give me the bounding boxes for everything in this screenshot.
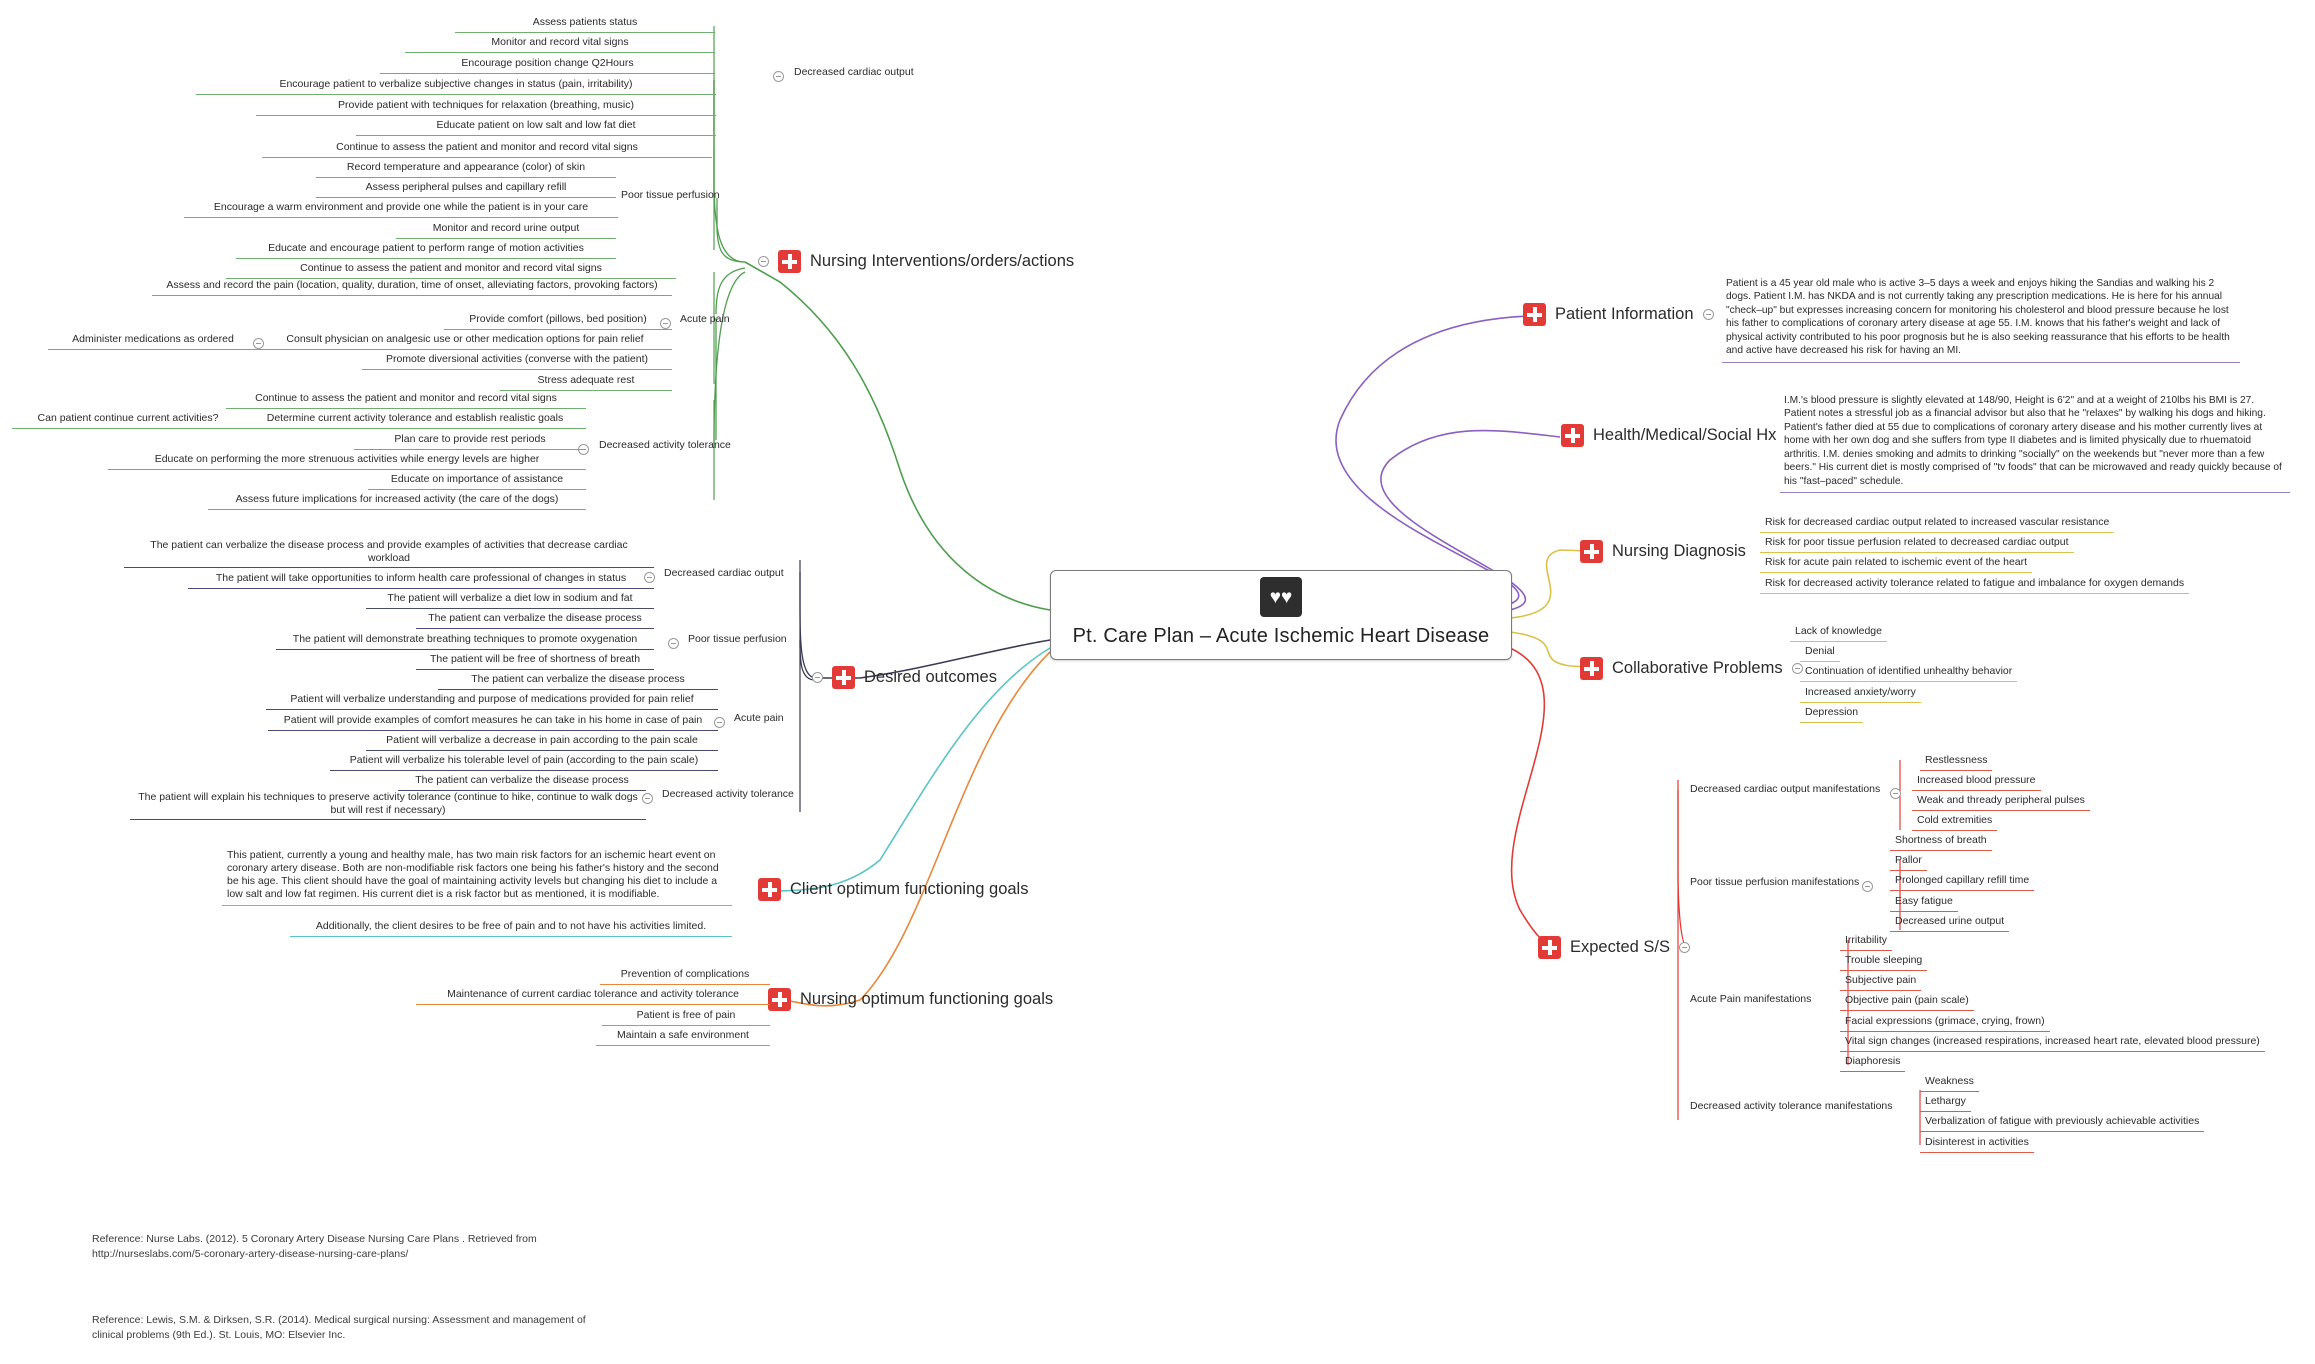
medical-cross-icon <box>758 878 781 901</box>
list-item: Risk for decreased activity tolerance related to fatigue and imbalance for oxygen demands <box>1760 575 2189 594</box>
intervention-group-label: Acute pain <box>680 313 730 325</box>
list-item: Weak and thready peripheral pulses <box>1912 792 2090 811</box>
list-item: Risk for acute pain related to ischemic event of the heart <box>1760 554 2032 573</box>
list-item: Educate and encourage patient to perform range of motion activities <box>236 240 616 259</box>
branch-collaborative-problems[interactable] <box>1580 657 1803 680</box>
branch-label: Desired outcomes <box>864 668 997 686</box>
branch-health-hx[interactable] <box>1561 424 1776 447</box>
list-item: The patient will verbalize a diet low in sodium and fat <box>366 590 654 609</box>
intervention-group-label: Poor tissue perfusion <box>621 189 720 201</box>
list-item: Assess future implications for increased activity (the care of the dogs) <box>208 491 586 510</box>
collapse-toggle-icon[interactable] <box>253 338 264 349</box>
reference-2: Reference: Lewis, S.M. & Dirksen, S.R. (2014). Medical surgical nursing: Assessment and management of clinical problems (9th Ed.). St. Louis, MO: Elsevier Inc. <box>92 1314 586 1342</box>
list-item: Maintain a safe environment <box>596 1027 770 1046</box>
outcome-group-label: Acute pain <box>734 712 784 724</box>
branch-label: Client optimum functioning goals <box>790 880 1029 898</box>
outcome-group-label: Decreased activity tolerance <box>662 788 794 800</box>
medical-cross-icon <box>1523 303 1546 326</box>
branch-label: Nursing Diagnosis <box>1612 542 1746 560</box>
intervention-group-label: Decreased cardiac output <box>794 66 914 78</box>
branch-nursing-optimum[interactable] <box>768 988 1053 1011</box>
branch-nursing-diagnosis[interactable] <box>1580 540 1746 563</box>
list-item: Prolonged capillary refill time <box>1890 872 2034 891</box>
list-item: Encourage patient to verbalize subjective changes in status (pain, irritability) <box>196 76 716 95</box>
list-item: Continue to assess the patient and monitor and record vital signs <box>262 139 712 158</box>
list-item: Continue to assess the patient and monitor and record vital signs <box>226 390 586 409</box>
list-item: Educate patient on low salt and low fat diet <box>356 117 716 136</box>
list-item: Risk for poor tissue perfusion related to decreased cardiac output <box>1760 534 2074 553</box>
medical-cross-icon <box>1580 657 1603 680</box>
list-item: Assess patients status <box>455 14 715 33</box>
ss-group-label: Decreased cardiac output manifestations <box>1690 783 1881 795</box>
list-item: Shortness of breath <box>1890 832 1992 851</box>
ss-group-label: Decreased activity tolerance manifestations <box>1690 1100 1893 1112</box>
medical-cross-icon <box>1561 424 1584 447</box>
list-item: Administer medications as ordered <box>48 331 258 350</box>
branch-label: Expected S/S <box>1570 938 1670 956</box>
list-item: Patient will verbalize his tolerable level of pain (according to the pain scale) <box>330 752 718 771</box>
heart-logo-icon: ♥♥ <box>1260 577 1302 617</box>
list-item: The patient will demonstrate breathing techniques to promote oxygenation <box>276 631 654 650</box>
list-item: Assess peripheral pulses and capillary refill <box>316 179 616 198</box>
list-item: Restlessness <box>1920 752 1992 771</box>
branch-nursing-interventions[interactable] <box>758 250 1074 273</box>
list-item: Monitor and record vital signs <box>405 34 715 53</box>
outcome-group-label: Decreased cardiac output <box>664 567 784 579</box>
client-optimum-paragraph: This patient, currently a young and healthy male, has two main risk factors for an ischemic heart event on coronary artery disease. Both are non-modifiable risk factors one being his father's history and the second be his age. This client should have the goal of maintaining activity levels but changing his diet to include a low salt and low fat regimen. His current diet is a risk factor but as mentioned, it is modifiable. <box>222 847 732 906</box>
list-item: Encourage a warm environment and provide one while the patient is in your care <box>184 199 618 218</box>
list-item: Patient will verbalize understanding and purpose of medications provided for pain relief <box>266 691 718 710</box>
list-item: Trouble sleeping <box>1840 952 1927 971</box>
collapse-toggle-icon[interactable] <box>1862 881 1873 892</box>
list-item: Diaphoresis <box>1840 1053 1905 1072</box>
collapse-toggle-icon[interactable] <box>773 71 784 82</box>
list-item: The patient will be free of shortness of breath <box>416 651 654 670</box>
intervention-group-label: Decreased activity tolerance <box>599 439 731 451</box>
reference-1: Reference: Nurse Labs. (2012). 5 Coronary Artery Disease Nursing Care Plans . Retrieved from http://nurseslabs.com/5-coronary-artery-disease-nursing-care-plans/ <box>92 1233 537 1261</box>
list-item: Continuation of identified unhealthy behavior <box>1800 663 2017 682</box>
list-item: Educate on importance of assistance <box>368 471 586 490</box>
branch-label: Nursing optimum functioning goals <box>800 990 1054 1008</box>
list-item: Promote diversional activities (converse with the patient) <box>362 351 672 370</box>
branch-desired-outcomes[interactable] <box>812 666 997 689</box>
list-item: Easy fatigue <box>1890 893 1958 912</box>
list-item: Continue to assess the patient and monitor and record vital signs <box>226 260 676 279</box>
collapse-toggle-icon[interactable] <box>758 256 769 267</box>
page-title: Pt. Care Plan – Acute Ischemic Heart Disease <box>1072 625 1490 647</box>
list-item: Facial expressions (grimace, crying, frown) <box>1840 1013 2050 1032</box>
list-item: The patient can verbalize the disease process <box>438 671 718 690</box>
list-item: Disinterest in activities <box>1920 1134 2034 1153</box>
list-item: Monitor and record urine output <box>396 220 616 239</box>
list-item: Provide patient with techniques for relaxation (breathing, music) <box>256 97 716 116</box>
list-item: Prevention of complications <box>600 966 770 985</box>
list-item: The patient will take opportunities to inform health care professional of changes in status <box>188 570 654 589</box>
collapse-toggle-icon[interactable] <box>1890 788 1901 799</box>
list-item: Verbalization of fatigue with previously achievable activities <box>1920 1113 2204 1132</box>
ss-group-label: Acute Pain manifestations <box>1690 993 1812 1005</box>
list-item: Pallor <box>1890 852 1927 871</box>
list-item: Increased anxiety/worry <box>1800 684 1921 703</box>
list-item: Educate on performing the more strenuous activities while energy levels are higher <box>108 451 586 470</box>
list-item: Can patient continue current activities? <box>12 410 244 429</box>
list-item: Lack of knowledge <box>1790 623 1887 642</box>
central-node[interactable] <box>1050 570 1512 660</box>
branch-label: Collaborative Problems <box>1612 659 1783 677</box>
medical-cross-icon <box>832 666 855 689</box>
list-item: The patient can verbalize the disease process and provide examples of activities that decrease cardiac workload <box>124 537 654 568</box>
list-item: Irritability <box>1840 932 1892 951</box>
list-item: Maintenance of current cardiac tolerance and activity tolerance <box>416 986 770 1005</box>
list-item: Assess and record the pain (location, quality, duration, time of onset, alleviating factors, provoking factors) <box>152 277 672 296</box>
list-item: The patient can verbalize the disease process <box>416 610 654 629</box>
list-item: The patient can verbalize the disease process <box>398 772 646 791</box>
branch-expected-ss[interactable] <box>1538 936 1690 959</box>
branch-label: Health/Medical/Social Hx <box>1593 426 1777 444</box>
list-item: Cold extremities <box>1912 812 1997 831</box>
list-item: Objective pain (pain scale) <box>1840 992 1974 1011</box>
medical-cross-icon <box>778 250 801 273</box>
client-optimum-note: Additionally, the client desires to be free of pain and to not have his activities limited. <box>290 918 732 937</box>
ss-group-label: Poor tissue perfusion manifestations <box>1690 876 1860 888</box>
medical-cross-icon <box>1580 540 1603 563</box>
list-item: Patient will verbalize a decrease in pain according to the pain scale <box>366 732 718 751</box>
list-item: Stress adequate rest <box>500 372 672 391</box>
list-item: Encourage position change Q2Hours <box>380 55 715 74</box>
list-item: Provide comfort (pillows, bed position) <box>444 311 672 330</box>
list-item: Vital sign changes (increased respirations, increased heart rate, elevated blood pressure) <box>1840 1033 2265 1052</box>
collapse-toggle-icon[interactable] <box>1679 942 1690 953</box>
list-item: Plan care to provide rest periods <box>354 431 586 450</box>
list-item: Determine current activity tolerance and establish realistic goals <box>244 410 586 429</box>
outcome-group-label: Poor tissue perfusion <box>688 633 787 645</box>
list-item: Denial <box>1800 643 1840 662</box>
medical-cross-icon <box>1538 936 1561 959</box>
health-hx-note: I.M.'s blood pressure is slightly elevated at 148/90, Height is 6'2" and at a weight of 210lbs his BMI is 27. Patient notes a stressful job as a financial advisor but also that he "relaxes" by walking his dogs and hiking. Patient's father died at 55 due to complications of coronary artery disease and his mother currently lives at home with her own dog and she suffers from type II diabetes and is limited physically due to rhuematoid arthritis. I.M. denies smoking and admits to drinking "socially" on the weekends but "never more than a few beers." His current diet is mostly comprised of "tv foods" that can be microwaved and ready quickly because of his "fast–paced" schedule. <box>1780 392 2290 493</box>
medical-cross-icon <box>768 988 791 1011</box>
branch-label: Nursing Interventions/orders/actions <box>810 252 1075 270</box>
collapse-toggle-icon[interactable] <box>1703 309 1714 320</box>
branch-label: Patient Information <box>1555 305 1694 323</box>
collapse-toggle-icon[interactable] <box>668 638 679 649</box>
branch-patient-information[interactable] <box>1523 303 1714 326</box>
collapse-toggle-icon[interactable] <box>812 672 823 683</box>
list-item: Depression <box>1800 704 1863 723</box>
list-item: Record temperature and appearance (color) of skin <box>316 159 616 178</box>
list-item: Subjective pain <box>1840 972 1921 991</box>
list-item: Lethargy <box>1920 1093 1971 1112</box>
list-item: Decreased urine output <box>1890 913 2009 932</box>
branch-client-optimum[interactable] <box>758 878 1028 901</box>
patient-information-note: Patient is a 45 year old male who is active 3–5 days a week and enjoys hiking the Sandias and walking his 2 dogs. Patient I.M. has NKDA and is not currently taking any prescription medications. He is here for his annual "check–up" but expresses increasing concern for monitoring his cholesterol and blood pressure because he lost his father to complications of coronary artery disease at age 55. I.M. knows that his father's weight and lack of physical activity contributed to his poor prognosis but he is also seeking reassurance that his efforts to be health and active have decreased his risk for having an MI. <box>1722 275 2240 363</box>
list-item: Risk for decreased cardiac output related to increased vascular resistance <box>1760 514 2114 533</box>
list-item: Increased blood pressure <box>1912 772 2041 791</box>
list-item: Weakness <box>1920 1073 1979 1092</box>
list-item: Patient is free of pain <box>602 1007 770 1026</box>
list-item: Patient will provide examples of comfort measures he can take in his home in case of pain <box>268 712 718 731</box>
list-item: Consult physician on analgesic use or other medication options for pain relief <box>258 331 672 350</box>
list-item: The patient will explain his techniques to preserve activity tolerance (continue to hike, continue to walk dogs but will rest if necessary) <box>130 789 646 820</box>
